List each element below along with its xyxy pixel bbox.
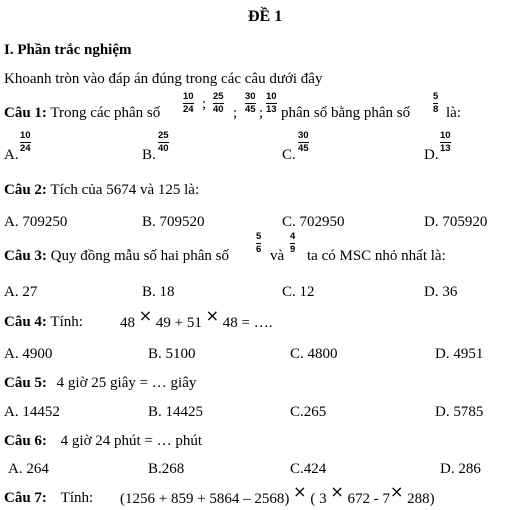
q3-mid: và bbox=[270, 248, 285, 264]
multiply-icon: × bbox=[293, 482, 307, 501]
denominator: 6 bbox=[256, 244, 262, 255]
q6-option-b[interactable]: B.268 bbox=[148, 461, 185, 477]
q2-text: Tích của 5674 và 125 là: bbox=[50, 182, 200, 198]
numerator: 25 bbox=[213, 91, 224, 102]
q6-option-c[interactable]: C.424 bbox=[290, 461, 327, 477]
q1-option-d-frac bbox=[440, 131, 451, 154]
q1-text-c: là: bbox=[446, 105, 461, 121]
instruction: Khoanh tròn vào đáp án đúng trong các câu dưới đây bbox=[4, 71, 323, 87]
q4-option-b[interactable]: B. 5100 bbox=[148, 346, 196, 362]
q6-line bbox=[4, 432, 202, 450]
q7-expr-part: 672 - 7 bbox=[347, 491, 390, 507]
numerator: 10 bbox=[20, 130, 31, 141]
q1-line bbox=[4, 104, 160, 122]
q3-text-a: Quy đồng mẫu số hai phân số bbox=[50, 248, 229, 264]
q6-option-a[interactable]: A. 264 bbox=[8, 461, 49, 477]
q1-frac-3 bbox=[245, 92, 256, 115]
q2-option-a[interactable]: A. 709250 bbox=[4, 214, 68, 230]
q7-expr-part: (1256 + 859 + 5864 – 2568) bbox=[120, 491, 290, 507]
q5-option-c[interactable]: C.265 bbox=[290, 404, 327, 420]
q1-option-b[interactable]: B. bbox=[142, 147, 156, 163]
q6-label: Câu 6: bbox=[4, 433, 47, 449]
denominator: 24 bbox=[20, 143, 31, 154]
q3-line bbox=[4, 247, 229, 265]
q1-label: Câu 1: bbox=[4, 105, 47, 121]
q3-option-a[interactable]: A. 27 bbox=[4, 284, 38, 300]
q4-expr-part: 49 + 51 bbox=[155, 315, 202, 331]
q5-label: Câu 5: bbox=[4, 375, 47, 391]
q4-option-d[interactable]: D. 4951 bbox=[435, 346, 484, 362]
q1-sep: ; bbox=[202, 96, 207, 112]
q2-label: Câu 2: bbox=[4, 182, 47, 198]
q1-option-d[interactable]: D. bbox=[424, 147, 439, 163]
q3-frac-1 bbox=[256, 232, 261, 255]
q6-option-d[interactable]: D. 286 bbox=[440, 461, 481, 477]
q2-option-d[interactable]: D. 705920 bbox=[424, 214, 488, 230]
denominator: 45 bbox=[298, 143, 309, 154]
multiply-icon: × bbox=[330, 482, 344, 501]
numerator: 30 bbox=[245, 91, 256, 102]
q5-line bbox=[4, 374, 196, 392]
q7-expr bbox=[120, 482, 435, 508]
q2-option-b[interactable]: B. 709520 bbox=[142, 214, 205, 230]
q5-option-d[interactable]: D. 5785 bbox=[435, 404, 484, 420]
q1-text-a: Trong các phân số bbox=[50, 105, 161, 121]
numerator: 25 bbox=[158, 130, 169, 141]
q4-expr-part: 48 bbox=[120, 315, 135, 331]
q4-label: Câu 4: bbox=[4, 314, 47, 330]
numerator: 10 bbox=[183, 91, 194, 102]
q1-frac-2 bbox=[213, 92, 224, 115]
multiply-icon: × bbox=[205, 306, 220, 325]
multiply-icon: × bbox=[138, 306, 153, 325]
section-heading: I. Phần trắc nghiệm bbox=[4, 42, 132, 58]
q2-line bbox=[4, 181, 199, 199]
denominator: 13 bbox=[440, 143, 451, 154]
q7-expr-part: 288) bbox=[407, 491, 435, 507]
q4-option-c[interactable]: C. 4800 bbox=[290, 346, 338, 362]
q7-text: Tính: bbox=[60, 490, 94, 506]
numerator: 30 bbox=[298, 130, 309, 141]
denominator: 8 bbox=[433, 104, 439, 115]
denominator: 40 bbox=[158, 143, 169, 154]
numerator: 5 bbox=[256, 231, 262, 242]
q1-option-b-frac bbox=[158, 131, 169, 154]
q3-option-c[interactable]: C. 12 bbox=[282, 284, 315, 300]
q7-label: Câu 7: bbox=[4, 490, 47, 506]
q4-expr-part: 48 = …. bbox=[222, 315, 273, 331]
denominator: 45 bbox=[245, 104, 256, 115]
page-title: ĐỀ 1 bbox=[248, 8, 283, 25]
multiply-icon: × bbox=[389, 482, 404, 501]
numerator: 10 bbox=[440, 130, 451, 141]
q7-expr-part: ( 3 bbox=[310, 491, 327, 507]
q4-text: Tính: bbox=[50, 314, 83, 330]
q3-option-d[interactable]: D. 36 bbox=[424, 284, 458, 300]
q1-frac-1 bbox=[183, 92, 194, 115]
q1-option-a[interactable]: A. bbox=[4, 147, 19, 163]
q1-text-b: phân số bằng phân số bbox=[281, 105, 411, 121]
q5-text: 4 giờ 25 giây = … giây bbox=[56, 375, 197, 391]
q1-option-c[interactable]: C. bbox=[282, 147, 296, 163]
q4-option-a[interactable]: A. 4900 bbox=[4, 346, 53, 362]
q6-text: 4 giờ 24 phút = … phút bbox=[60, 433, 203, 449]
q3-frac-2 bbox=[290, 232, 295, 255]
q5-option-a[interactable]: A. 14452 bbox=[4, 404, 60, 420]
q1-option-c-frac bbox=[298, 131, 309, 154]
q3-label: Câu 3: bbox=[4, 248, 47, 264]
numerator: 10 bbox=[266, 91, 277, 102]
q5-option-b[interactable]: B. 14425 bbox=[148, 404, 204, 420]
denominator: 13 bbox=[266, 104, 277, 115]
q2-option-c[interactable]: C. 702950 bbox=[282, 214, 345, 230]
q1-frac-4 bbox=[266, 92, 277, 115]
denominator: 24 bbox=[183, 104, 194, 115]
q3-text-b: ta có MSC nhỏ nhất là: bbox=[307, 248, 446, 264]
q1-target-frac bbox=[433, 92, 438, 115]
denominator: 40 bbox=[213, 104, 224, 115]
q1-sep: ; bbox=[233, 105, 238, 121]
q1-sep: ; bbox=[259, 105, 264, 121]
q4-expr bbox=[120, 306, 273, 332]
q1-option-a-frac bbox=[20, 131, 31, 154]
q7-line bbox=[4, 489, 93, 507]
q4-line bbox=[4, 313, 83, 331]
q3-option-b[interactable]: B. 18 bbox=[142, 284, 175, 300]
numerator: 4 bbox=[290, 231, 296, 242]
numerator: 5 bbox=[433, 91, 439, 102]
denominator: 9 bbox=[290, 244, 296, 255]
